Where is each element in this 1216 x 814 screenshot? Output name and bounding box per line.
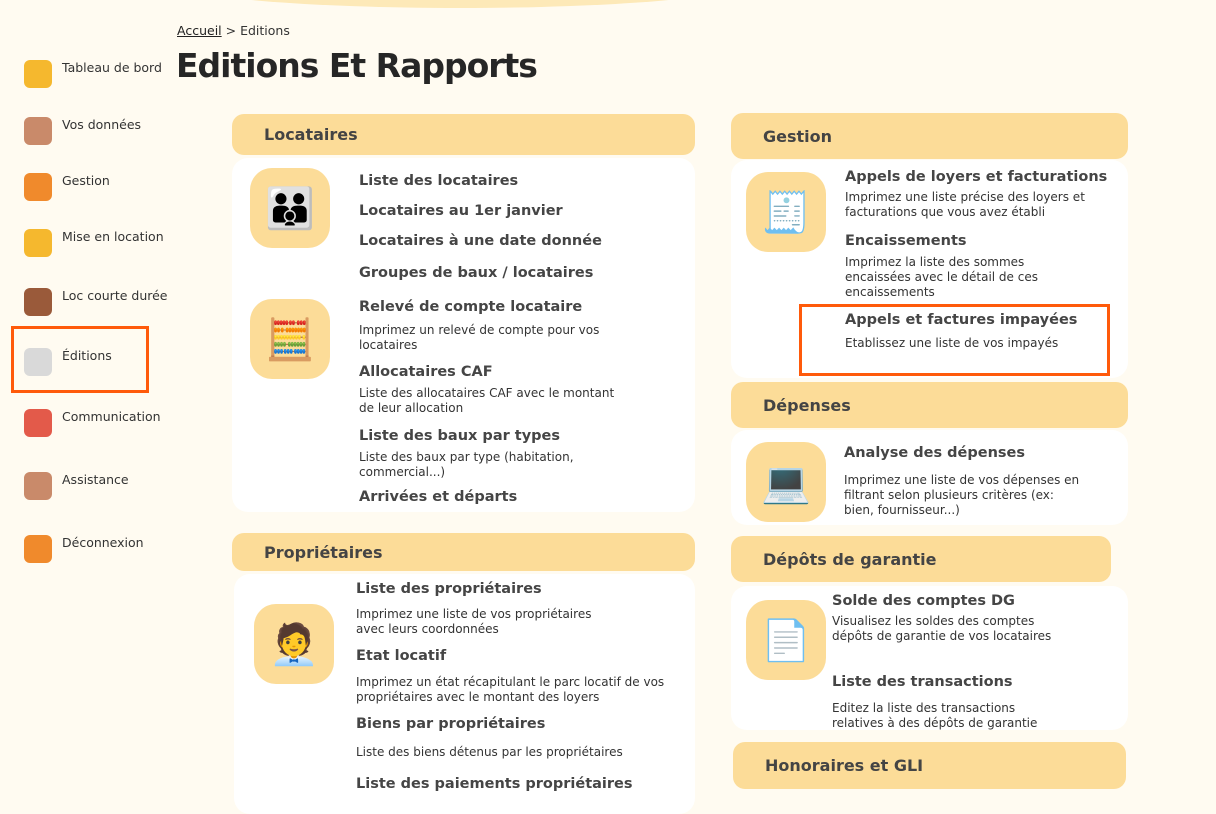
sidebar-item-label: Déconnexion — [62, 535, 144, 550]
report-description: Imprimez la liste des sommes encaissées avec le détail de ces encaissements — [845, 255, 1038, 299]
report-description: Imprimez un relevé de compte pour vos locataires — [359, 323, 600, 352]
section-header-honoraires: Honoraires et GLI — [733, 742, 1126, 789]
report-description: Imprimez un état récapitulant le parc locatif de vos propriétaires avec le montant des loyers — [356, 675, 665, 704]
sidebar-item-déconnexion[interactable] — [24, 535, 144, 563]
report-link[interactable]: Analyse des dépenses — [844, 445, 1026, 461]
sidebar-item-label: Tableau de bord — [62, 60, 162, 75]
sidebar-item-label: Mise en location — [62, 229, 164, 244]
report-link[interactable]: Liste des locataires — [359, 173, 519, 189]
report-description: Liste des biens détenus par les propriétaires — [356, 745, 623, 759]
key-house-icon — [24, 229, 52, 257]
report-description: Liste des allocataires CAF avec le montant de leur allocation — [359, 386, 615, 415]
owner-icon: 🧑‍💼 — [254, 604, 334, 684]
report-description: Visualisez les soldes des comptes dépôts de garantie de vos locataires — [832, 614, 1052, 643]
section-header-depenses: Dépenses — [731, 382, 1128, 428]
report-link[interactable]: Locataires au 1er janvier — [359, 203, 563, 219]
report-link[interactable]: Locataires à une date donnée — [359, 233, 602, 249]
top-decoration — [180, 0, 740, 8]
report-description: Liste des baux par type (habitation, commercial...) — [359, 450, 574, 479]
page-title: Editions Et Rapports — [176, 46, 537, 85]
certificate-check-icon: 📄 — [746, 600, 826, 680]
user-icon — [24, 117, 52, 145]
report-link[interactable]: Groupes de baux / locataires — [359, 265, 594, 281]
breadcrumb-home-link[interactable]: Accueil — [177, 23, 222, 38]
sidebar-item-label: Vos données — [62, 117, 142, 132]
report-link[interactable]: Appels et factures impayées — [845, 312, 1078, 328]
report-link[interactable]: Relevé de compte locataire — [359, 299, 583, 315]
report-description: Editez la liste des transactions relatives à des dépôts de garantie — [832, 701, 1038, 730]
report-link[interactable]: Etat locatif — [356, 648, 447, 664]
highlight-editions — [11, 326, 149, 393]
breadcrumb-current: Editions — [240, 23, 290, 38]
report-link[interactable]: Solde des comptes DG — [832, 593, 1015, 609]
sidebar-item-gestion[interactable] — [24, 173, 110, 201]
report-link[interactable]: Liste des propriétaires — [356, 581, 542, 597]
report-link[interactable]: Biens par propriétaires — [356, 716, 546, 732]
sidebar-item-tableau-de-bord[interactable] — [24, 60, 162, 88]
sidebar-item-label: Communication — [62, 409, 161, 424]
report-description: Etablissez une liste de vos impayés — [845, 336, 1059, 350]
sidebar-item-loc-courte-durée[interactable] — [24, 288, 168, 316]
report-link[interactable]: Appels de loyers et facturations — [845, 169, 1108, 185]
sidebar-item-label: Assistance — [62, 472, 129, 487]
report-link[interactable]: Allocataires CAF — [359, 364, 493, 380]
sidebar-item-label: Loc courte durée — [62, 288, 168, 303]
report-link[interactable]: Liste des transactions — [832, 674, 1013, 690]
report-description: Imprimez une liste de vos dépenses en filtrant selon plusieurs critères (ex: bien, fournisseur...) — [844, 473, 1080, 517]
report-description: Imprimez une liste de vos propriétaires avec leurs coordonnées — [356, 607, 592, 636]
section-header-locataires: Locataires — [232, 114, 695, 155]
breadcrumb-separator: > — [225, 23, 237, 38]
breadcrumb — [177, 23, 290, 38]
sidebar-item-vos-données[interactable] — [24, 117, 141, 145]
chat-bubbles-icon — [24, 409, 52, 437]
logout-door-icon — [24, 535, 52, 563]
key-house-icon — [24, 60, 52, 88]
sidebar-item-label: Gestion — [62, 173, 110, 188]
calculator-doc-icon — [24, 173, 52, 201]
family-icon: 👪 — [250, 168, 330, 248]
section-header-depots: Dépôts de garantie — [731, 536, 1111, 582]
report-link[interactable]: Arrivées et départs — [359, 489, 518, 505]
report-description: Imprimez une liste précise des loyers et facturations que vous avez établi — [845, 190, 1085, 219]
sidebar-item-mise-en-location[interactable] — [24, 229, 164, 257]
sidebar-item-label: Éditions — [62, 348, 112, 363]
invoice-icon: 🧾 — [746, 172, 826, 252]
sidebar-item-communication[interactable] — [24, 409, 161, 437]
sidebar-item-assistance[interactable] — [24, 472, 129, 500]
section-header-gestion: Gestion — [731, 113, 1128, 159]
suitcase-icon — [24, 288, 52, 316]
report-link[interactable]: Encaissements — [845, 233, 967, 249]
calculator-icon: 🧮 — [250, 299, 330, 379]
laptop-bill-icon: 💻 — [746, 442, 826, 522]
section-header-proprietaires: Propriétaires — [232, 533, 695, 571]
report-link[interactable]: Liste des baux par types — [359, 428, 561, 444]
support-agent-icon — [24, 472, 52, 500]
report-link[interactable]: Liste des paiements propriétaires — [356, 776, 633, 792]
